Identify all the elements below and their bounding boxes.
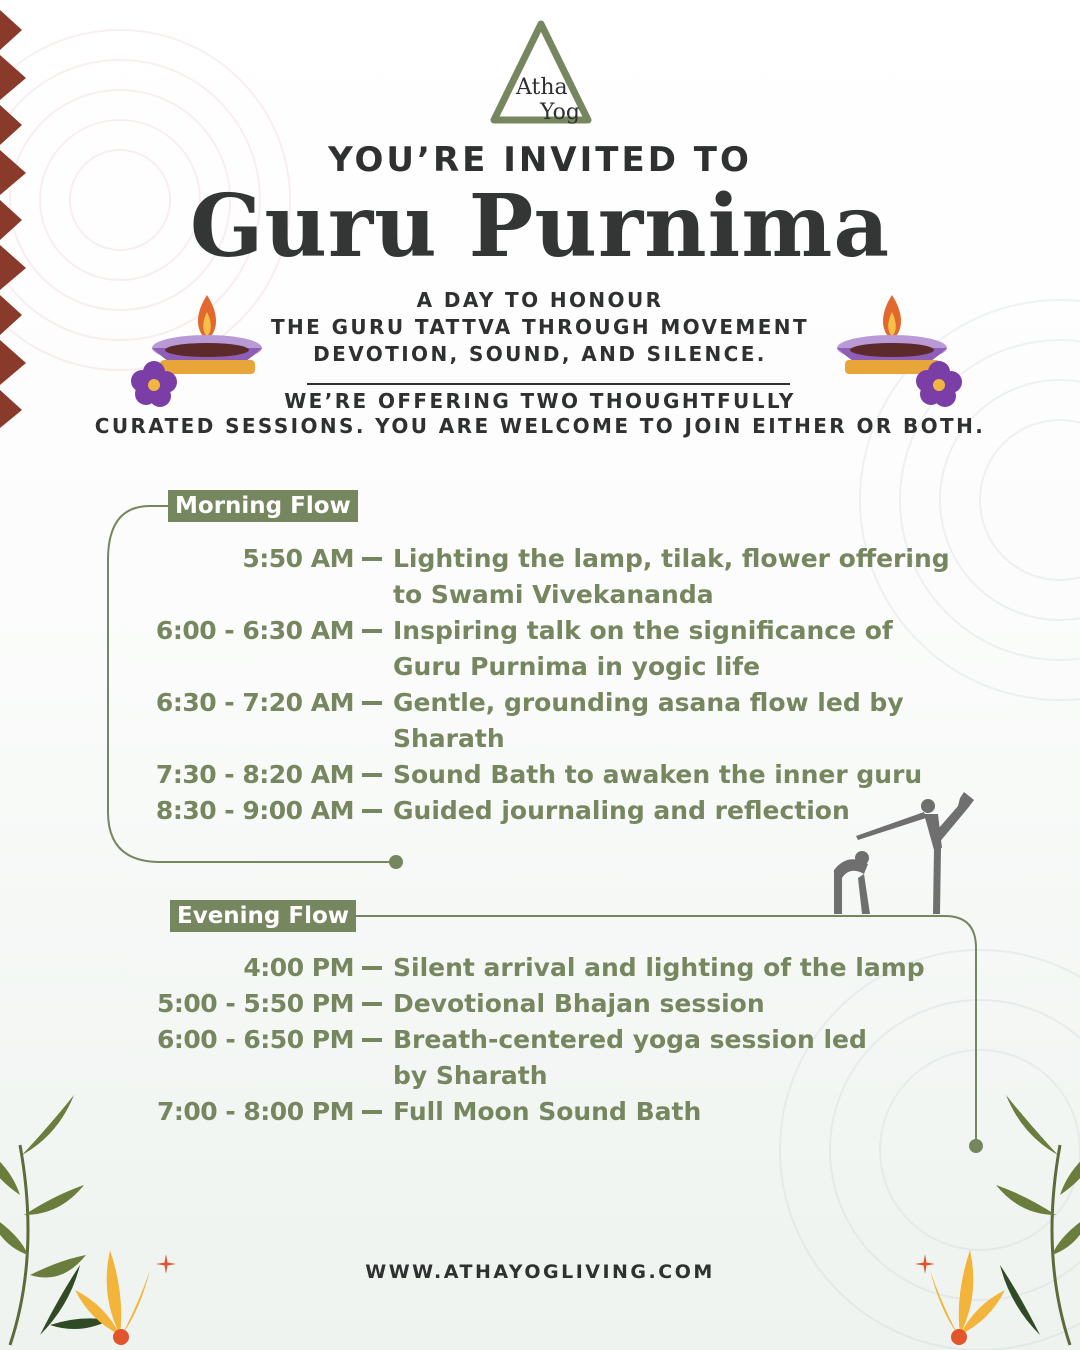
schedule-row <box>0 1094 1080 1130</box>
leaf-branch-icon <box>930 1085 1080 1350</box>
offer-line-1: WE’RE OFFERING TWO THOUGHTFULLY <box>284 389 796 413</box>
schedule-row <box>0 1022 1080 1058</box>
schedule-time: 6:30 - 7:20 AM <box>155 688 354 717</box>
schedule-row-continued <box>0 577 1080 613</box>
dash-separator <box>362 773 382 777</box>
dash-separator <box>362 557 382 561</box>
schedule-row-continued <box>0 721 1080 757</box>
schedule-description: Lighting the lamp, tilak, flower offering <box>393 544 950 573</box>
schedule-time: 7:30 - 8:20 AM <box>155 760 354 789</box>
dash-separator <box>362 1038 382 1042</box>
leaf-branch-icon <box>0 1085 150 1350</box>
schedule-row <box>0 757 1080 793</box>
dash-separator <box>362 966 382 970</box>
schedule-time: 5:00 - 5:50 PM <box>156 989 354 1018</box>
logo-text-atha: Atha <box>516 75 568 100</box>
schedule-description: Full Moon Sound Bath <box>393 1097 702 1126</box>
schedule-row-continued <box>0 649 1080 685</box>
subtitle-line-3: DEVOTION, SOUND, AND SILENCE. <box>313 342 767 366</box>
schedule-description: Devotional Bhajan session <box>393 989 765 1018</box>
schedule-row <box>0 613 1080 649</box>
dash-separator <box>362 809 382 813</box>
dash-separator <box>362 701 382 705</box>
dash-separator <box>362 1110 382 1114</box>
subtitle-line-2: THE GURU TATTVA THROUGH MOVEMENT <box>271 315 809 339</box>
schedule-time: 4:00 PM <box>243 953 354 982</box>
schedule-description: Gentle, grounding asana flow led by <box>393 688 904 717</box>
website-link[interactable]: WWW.ATHAYOGLIVING.COM <box>365 1261 715 1283</box>
schedule-row <box>0 793 1080 829</box>
subtitle-line-1: A DAY TO HONOUR <box>416 288 664 312</box>
schedule-row <box>0 685 1080 721</box>
schedule-row <box>0 950 1080 986</box>
dash-separator <box>362 1002 382 1006</box>
schedule-description: Guru Purnima in yogic life <box>393 652 761 681</box>
evening-flow-label: Evening Flow <box>170 900 356 932</box>
schedule-description: to Swami Vivekananda <box>393 580 714 609</box>
schedule-description: by Sharath <box>393 1061 548 1090</box>
schedule-description: Inspiring talk on the significance of <box>393 616 893 645</box>
schedule-time: 8:30 - 9:00 AM <box>155 796 354 825</box>
schedule-time: 5:50 AM <box>242 544 354 573</box>
schedule-description: Guided journaling and reflection <box>393 796 850 825</box>
logo-text-yog: Yog <box>540 100 580 125</box>
schedule-time: 6:00 - 6:30 AM <box>155 616 354 645</box>
page-title: Guru Purnima <box>189 176 891 277</box>
morning-flow-label: Morning Flow <box>168 490 358 522</box>
schedule-description: Sound Bath to awaken the inner guru <box>393 760 923 789</box>
schedule-description: Sharath <box>393 724 505 753</box>
schedule-time: 7:00 - 8:00 PM <box>156 1097 354 1126</box>
schedule-row <box>0 986 1080 1022</box>
schedule-description: Silent arrival and lighting of the lamp <box>393 953 925 982</box>
invited-heading: YOU’RE INVITED TO <box>328 140 752 180</box>
schedule-time: 6:00 - 6:50 PM <box>156 1025 354 1054</box>
dash-separator <box>362 629 382 633</box>
offer-line-2: CURATED SESSIONS. YOU ARE WELCOME TO JOIN EITHER OR BOTH. <box>94 414 986 438</box>
schedule-row-continued <box>0 1058 1080 1094</box>
schedule-row <box>0 541 1080 577</box>
schedule-description: Breath-centered yoga session led <box>393 1025 867 1054</box>
